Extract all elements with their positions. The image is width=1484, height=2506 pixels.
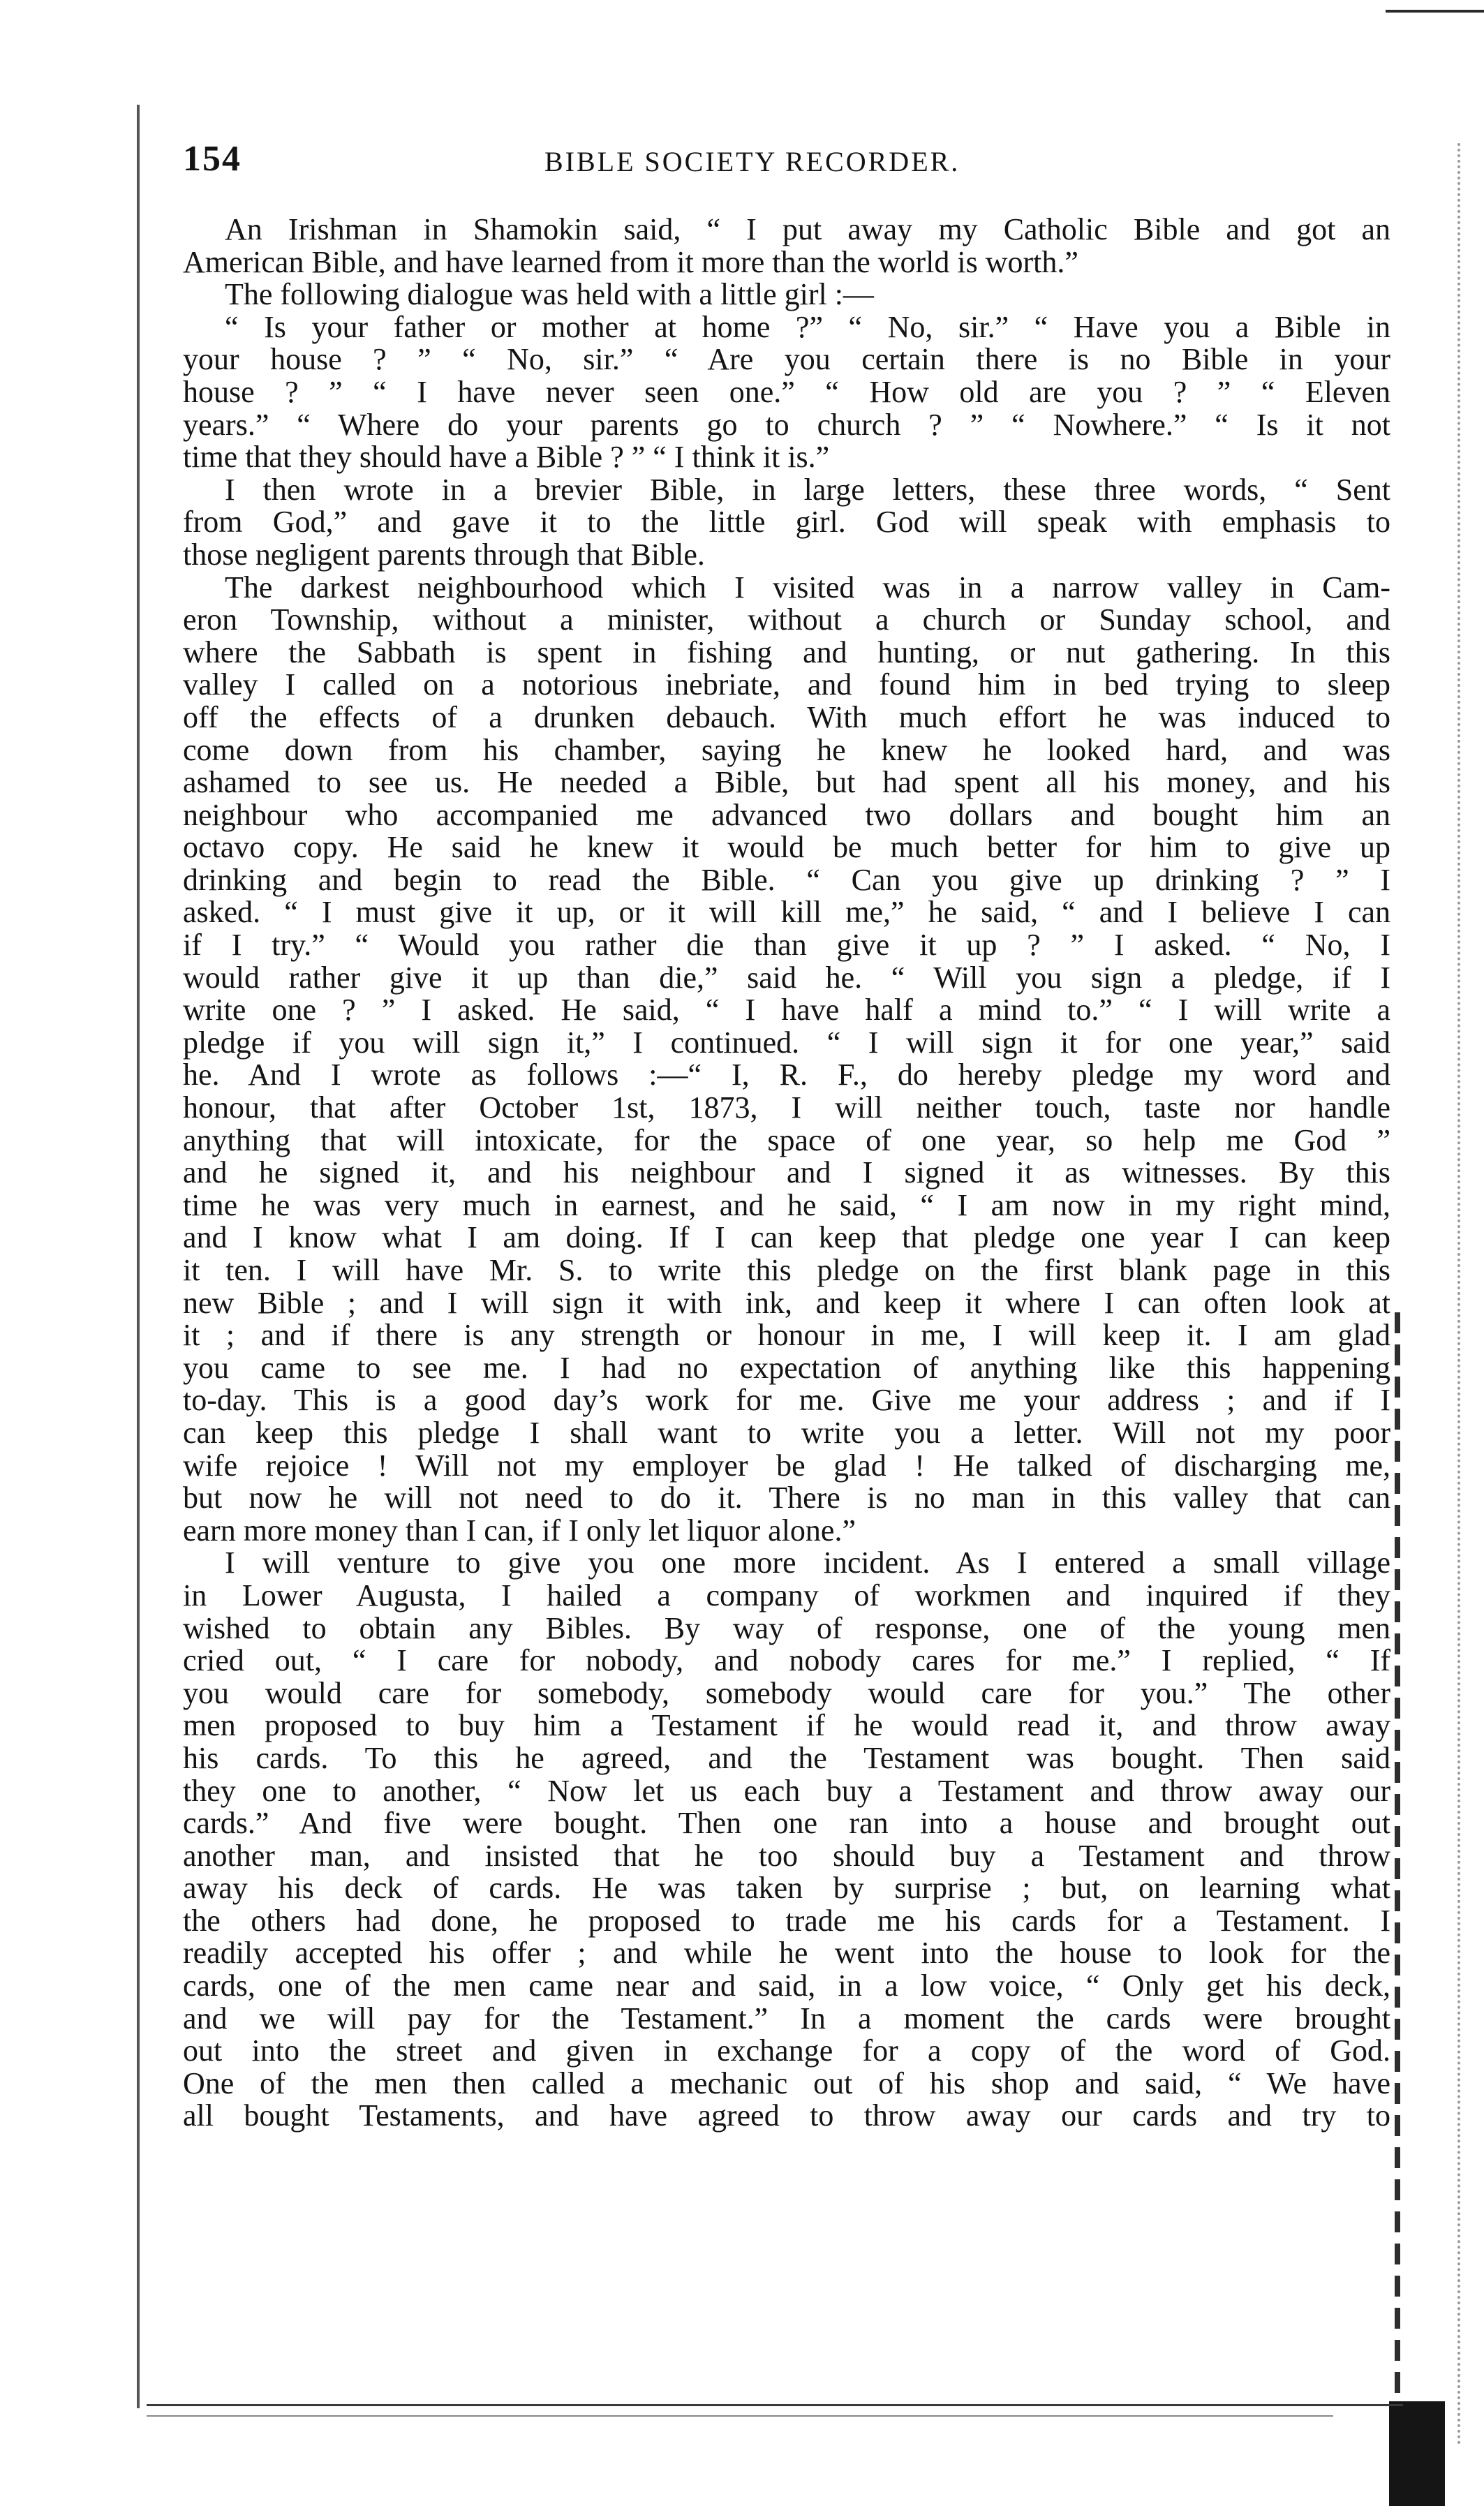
text-line: time he was very much in earnest, and he said, “ I am now in my right mind, — [183, 1187, 1390, 1222]
text-line: to-day. This is a good day’s work for me. Give me your address ; and if I — [183, 1383, 1390, 1418]
text-line: out into the street and given in exchange for a copy of the word of God. — [183, 2033, 1390, 2068]
text-line: your house ? ” “ No, sir.” “ Are you certain there is no Bible in your — [183, 342, 1390, 377]
binding-edge — [1395, 1312, 1400, 2401]
text-line: I then wrote in a brevier Bible, in large letters, these three words, “ Sent — [225, 472, 1390, 507]
text-line: off the effects of a drunken debauch. With much effort he was induced to — [183, 699, 1390, 734]
left-margin-rule — [137, 105, 140, 2408]
text-line: and we will pay for the Testament.” In a moment the cards were brought — [183, 2001, 1390, 2036]
text-line: earn more money than I can, if I only let liquor alone.” — [183, 1513, 856, 1548]
paragraph — [183, 474, 1390, 572]
text-line: away his deck of cards. He was taken by surprise ; but, on learning what — [183, 1871, 1390, 1906]
text-line: would rather give it up than die,” said he. “ Will you sign a pledge, if I — [183, 960, 1390, 995]
text-line: can keep this pledge I shall want to write you a letter. Will not my poor — [183, 1415, 1390, 1450]
text-line: they one to another, “ Now let us each buy a Testament and throw away our — [183, 1773, 1390, 1808]
text-line: neighbour who accompanied me advanced two dollars and bought him an — [183, 797, 1390, 832]
bottom-rule-secondary — [147, 2415, 1333, 2417]
text-line: wife rejoice ! Will not my employer be glad ! He talked of discharging me, — [183, 1448, 1390, 1483]
text-line: One of the men then called a mechanic out of his shop and said, “ We have — [183, 2066, 1390, 2100]
right-margin-dotted-line — [1457, 143, 1460, 2447]
text-line: asked. “ I must give it up, or it will kill me,” he said, “ and I believe I can — [183, 895, 1390, 930]
text-line: but now he will not need to do it. There is no man in this valley that can — [183, 1481, 1390, 1515]
top-right-rule — [1386, 10, 1484, 13]
text-line: cards.” And five were bought. Then one ran into a house and brought out — [183, 1806, 1390, 1841]
paragraph — [183, 214, 1390, 279]
text-line: American Bible, and have learned from it more than the world is worth.” — [183, 244, 1078, 279]
binding-shadow — [1389, 2401, 1445, 2506]
text-line: it ; and if there is any strength or honour in me, I will keep it. I am glad — [183, 1318, 1390, 1353]
text-line: in Lower Augusta, I hailed a company of workmen and inquired if they — [183, 1578, 1390, 1612]
running-head: BIBLE SOCIETY RECORDER. — [544, 146, 960, 177]
text-line: drinking and begin to read the Bible. “ Can you give up drinking ? ” I — [183, 862, 1390, 897]
text-line: I will venture to give you one more incident. As I entered a small village — [225, 1545, 1390, 1580]
text-line: he. And I wrote as follows :—“ I, R. F., do hereby pledge my word and — [183, 1058, 1390, 1092]
text-line: “ Is your father or mother at home ?” “ No, sir.” “ Have you a Bible in — [225, 309, 1390, 344]
paragraph — [183, 311, 1390, 474]
text-line: wished to obtain any Bibles. By way of response, one of the young men — [183, 1610, 1390, 1645]
text-line: those negligent parents through that Bible. — [183, 537, 705, 572]
text-line: and I know what I am doing. If I can keep that pledge one year I can keep — [183, 1220, 1390, 1255]
text-line: years.” “ Where do your parents go to church ? ” “ Nowhere.” “ Is it not — [183, 407, 1390, 442]
text-line: house ? ” “ I have never seen one.” “ How old are you ? ” “ Eleven — [183, 374, 1390, 409]
text-line: another man, and insisted that he too should buy a Testament and throw — [183, 1838, 1390, 1873]
text-line: cried out, “ I care for nobody, and nobody cares for me.” I replied, “ If — [183, 1643, 1390, 1678]
text-line: octavo copy. He said he knew it would be much better for him to give up — [183, 830, 1390, 865]
text-line: anything that will intoxicate, for the space of one year, so help me God ” — [183, 1122, 1390, 1157]
text-line: all bought Testaments, and have agreed to throw away our cards and try to — [183, 2098, 1390, 2133]
text-line: pledge if you will sign it,” I continued. “ I will sign it for one year,” said — [183, 1025, 1390, 1060]
text-line: men proposed to buy him a Testament if he would read it, and throw away — [183, 1708, 1390, 1743]
page-number: 154 — [183, 139, 242, 179]
text-line: his cards. To this he agreed, and the Testament was bought. Then said — [183, 1740, 1390, 1775]
text-line: honour, that after October 1st, 1873, I will neither touch, taste nor handle — [183, 1090, 1390, 1125]
text-line: readily accepted his offer ; and while he went into the house to look for the — [183, 1936, 1390, 1971]
text-line: The darkest neighbourhood which I visited was in a narrow valley in Cam- — [225, 570, 1390, 605]
text-line: it ten. I will have Mr. S. to write this pledge on the first blank page in this — [183, 1253, 1390, 1287]
text-line: you came to see me. I had no expectation of anything like this happening — [183, 1350, 1390, 1385]
text-line: the others had done, he proposed to trade me his cards for a Testament. I — [183, 1903, 1390, 1938]
paragraph — [183, 1547, 1390, 2133]
text-line: ashamed to see us. He needed a Bible, but had spent all his money, and his — [183, 765, 1390, 800]
text-line: you would care for somebody, somebody would care for you.” The other — [183, 1675, 1390, 1710]
body-text — [183, 214, 1390, 2133]
text-line: The following dialogue was held with a little girl :— — [225, 277, 874, 312]
text-line: where the Sabbath is spent in fishing and hunting, or nut gathering. In this — [183, 635, 1390, 669]
bottom-rule — [147, 2404, 1403, 2406]
text-line: An Irishman in Shamokin said, “ I put away my Catholic Bible and got an — [225, 212, 1390, 246]
text-line: cards, one of the men came near and said, in a low voice, “ Only get his deck, — [183, 1969, 1390, 2003]
text-line: come down from his chamber, saying he knew he looked hard, and was — [183, 732, 1390, 767]
text-line: if I try.” “ Would you rather die than give it up ? ” I asked. “ No, I — [183, 928, 1390, 963]
text-line: time that they should have a Bible ? ” “ I think it is.” — [183, 440, 830, 475]
paragraph — [183, 572, 1390, 1548]
text-line: valley I called on a notorious inebriate, and found him in bed trying to sleep — [183, 667, 1390, 702]
text-line: new Bible ; and I will sign it with ink, and keep it where I can often look at — [183, 1285, 1390, 1320]
text-line: eron Township, without a minister, without a church or Sunday school, and — [183, 602, 1390, 637]
text-line: and he signed it, and his neighbour and I signed it as witnesses. By this — [183, 1155, 1390, 1190]
paragraph — [183, 279, 1390, 311]
text-line: write one ? ” I asked. He said, “ I have half a mind to.” “ I will write a — [183, 993, 1390, 1028]
text-line: from God,” and gave it to the little girl. God will speak with emphasis to — [183, 505, 1390, 540]
